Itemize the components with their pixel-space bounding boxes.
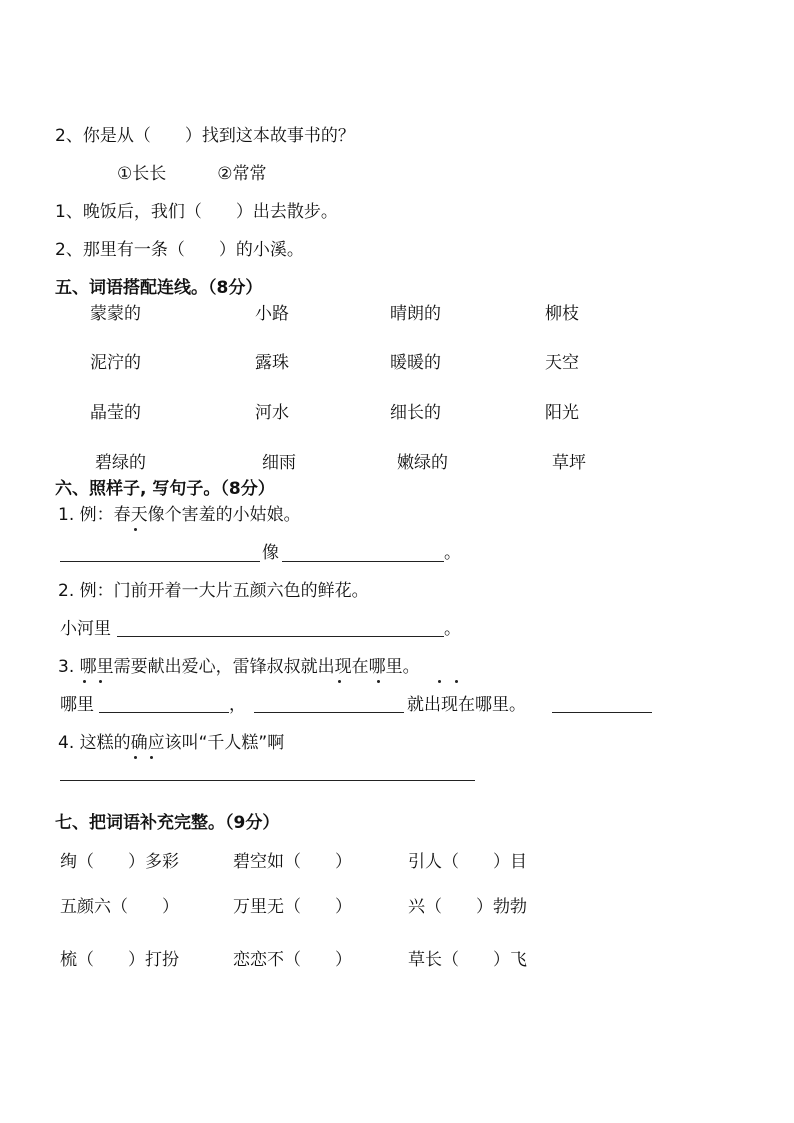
emphasis-dot <box>150 756 153 759</box>
idiom-fill: 碧空如（ ） <box>233 852 352 872</box>
answer-line[interactable] <box>60 780 475 781</box>
match-word: 草坪 <box>552 453 586 473</box>
answer-line[interactable] <box>60 561 260 562</box>
match-word: 泥泞的 <box>90 353 141 373</box>
idiom-fill: 梳（ ）打扮 <box>60 950 179 970</box>
answer-options: ①长长 ②常常 <box>117 164 267 184</box>
example-2: 2. 例：门前开着一大片五颜六色的鲜花。 <box>58 581 369 601</box>
idiom-fill: 绚（ ）多彩 <box>60 852 179 872</box>
idiom-fill: 兴（ ）勃勃 <box>408 897 527 917</box>
ex1-end-punct: 。 <box>444 543 461 563</box>
idiom-fill: 万里无（ ） <box>233 897 352 917</box>
ex3-comma: ， <box>229 695 246 715</box>
ex2-start-text: 小河里 <box>60 619 111 639</box>
section7-heading: 七、把词语补充完整。（9分） <box>55 813 280 833</box>
question-find-book: 2、你是从（ ）找到这本故事书的？ <box>55 126 355 146</box>
match-word: 晴朗的 <box>390 304 441 324</box>
emphasis-dot <box>377 680 380 683</box>
match-word: 细雨 <box>262 453 296 473</box>
match-word: 蒙蒙的 <box>90 304 141 324</box>
idiom-fill: 五颜六（ ） <box>60 897 179 917</box>
idiom-fill: 引人（ ）目 <box>408 852 527 872</box>
example-4: 4. 这糕的确应该叫“千人糕”啊 <box>58 733 285 753</box>
match-word: 河水 <box>255 403 289 423</box>
match-word: 柳枝 <box>545 304 579 324</box>
ex1-mid-text: 像 <box>262 543 279 563</box>
question-dinner-walk: 1、晚饭后，我们（ ）出去散步。 <box>55 202 338 222</box>
ex3-start-text: 哪里 <box>60 695 94 715</box>
idiom-fill: 恋恋不（ ） <box>233 950 352 970</box>
ex3-end-text: 就出现在哪里。 <box>407 695 526 715</box>
match-word: 露珠 <box>255 353 289 373</box>
match-word: 暖暖的 <box>390 353 441 373</box>
emphasis-dot <box>134 528 137 531</box>
match-word: 细长的 <box>390 403 441 423</box>
match-word: 天空 <box>545 353 579 373</box>
section5-heading: 五、词语搭配连线。（8分） <box>55 278 263 298</box>
answer-line[interactable] <box>552 712 652 713</box>
emphasis-dot <box>134 756 137 759</box>
idiom-fill: 草长（ ）飞 <box>408 950 527 970</box>
match-word: 晶莹的 <box>90 403 141 423</box>
question-stream: 2、那里有一条（ ）的小溪。 <box>55 240 304 260</box>
answer-line[interactable] <box>254 712 404 713</box>
emphasis-dot <box>455 680 458 683</box>
example-1: 1. 例：春天像个害羞的小姑娘。 <box>58 505 301 525</box>
answer-line[interactable] <box>282 561 444 562</box>
section6-heading: 六、照样子, 写句子。（8分） <box>55 479 275 499</box>
answer-line[interactable] <box>117 636 444 637</box>
ex2-end-punct: 。 <box>444 619 461 639</box>
match-word: 阳光 <box>545 403 579 423</box>
emphasis-dot <box>438 680 441 683</box>
emphasis-dot <box>99 680 102 683</box>
emphasis-dot <box>83 680 86 683</box>
match-word: 碧绿的 <box>95 453 146 473</box>
match-word: 小路 <box>255 304 289 324</box>
match-word: 嫩绿的 <box>397 453 448 473</box>
example-3: 3. 哪里需要献出爱心，雷锋叔叔就出现在哪里。 <box>58 657 420 677</box>
answer-line[interactable] <box>99 712 229 713</box>
emphasis-dot <box>338 680 341 683</box>
